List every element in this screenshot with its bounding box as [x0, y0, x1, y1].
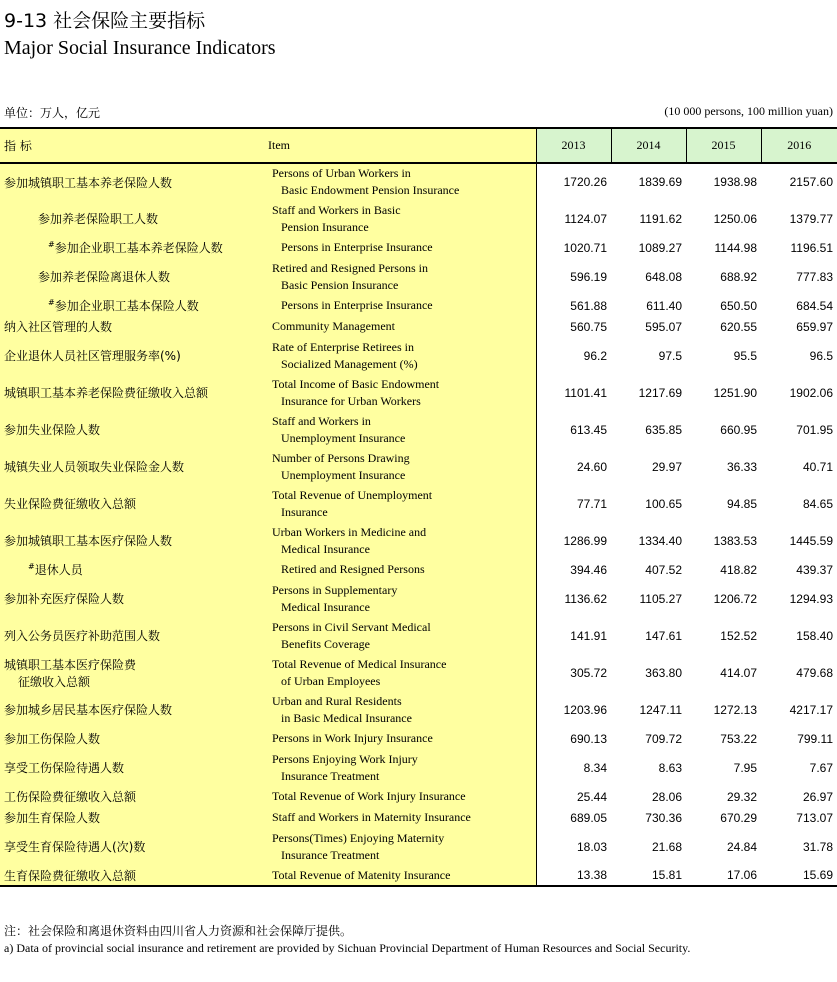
row-label-cn-text: 参加城镇职工基本养老保险人数	[4, 175, 173, 190]
row-value: 635.85	[645, 422, 682, 437]
row-label-en	[268, 828, 536, 865]
row-label-en	[268, 258, 536, 295]
header-year: 2016	[761, 128, 837, 163]
page-title-en: Major Social Insurance Indicators	[4, 37, 276, 59]
header-year: 2015	[686, 128, 761, 163]
row-value: 28.06	[651, 789, 682, 804]
row-value: 2157.60	[789, 175, 833, 189]
row-value: 713.07	[796, 810, 833, 825]
row-value: 753.22	[720, 731, 757, 746]
row-value: 730.36	[645, 810, 682, 825]
row-value: 363.80	[645, 665, 682, 680]
table-row	[0, 200, 837, 237]
row-label-cn-text: 城镇失业人员领取失业保险金人数	[4, 460, 185, 474]
row-value: 690.13	[536, 728, 611, 749]
row-value: 7.95	[733, 760, 757, 775]
row-label-cn-text: 城镇职工基本养老保险费征缴收入总额	[4, 386, 209, 400]
row-label-cn-text: 纳入社区管理的人数	[4, 320, 113, 334]
row-label-cn-text: 企业退休人员社区管理服务率(%)	[4, 349, 181, 363]
row-label-cn-text: 征缴收入总额	[18, 674, 91, 689]
row-label-en	[268, 865, 536, 886]
row-value: 17.06	[686, 865, 761, 886]
row-value: 1144.98	[714, 240, 757, 255]
row-label-en	[268, 316, 536, 337]
row-value: 15.81	[611, 865, 686, 886]
row-label-cn-text: 列入公务员医疗补助范围人数	[4, 629, 161, 643]
row-label-en-line: Total Revenue of Work Injury Insurance	[272, 789, 466, 803]
row-label-en	[268, 691, 536, 728]
row-label-cn-text: 享受工伤保险待遇人数	[4, 761, 125, 775]
row-value: 31.78	[802, 839, 833, 854]
row-value: 26.97	[802, 789, 833, 804]
row-value: 561.88	[536, 295, 611, 316]
row-label-en	[268, 807, 536, 828]
header-item-en: Item	[268, 128, 536, 163]
row-value: 24.60	[536, 448, 611, 485]
row-value: 1938.98	[713, 175, 757, 189]
row-value: 1105.27	[639, 591, 682, 606]
row-label-en-line: Benefits Coverage	[281, 636, 370, 651]
table-row	[0, 807, 837, 828]
row-label-cn	[0, 865, 268, 886]
row-label-en-line: Total Income of Basic Endowment	[272, 376, 440, 391]
row-value: 1136.62	[536, 580, 611, 617]
row-value: 596.19	[536, 258, 611, 295]
row-label-cn	[0, 786, 268, 807]
row-label-cn	[0, 691, 268, 728]
table-row	[0, 295, 837, 316]
table-row	[0, 617, 837, 654]
row-label-cn-text: 参加失业保险人数	[4, 423, 101, 437]
row-label-en-line: Retired and Resigned Persons	[281, 562, 425, 576]
row-label-cn	[0, 411, 268, 448]
row-value: 1272.13	[713, 702, 757, 717]
row-label-en	[268, 654, 536, 691]
row-label-cn	[0, 237, 268, 258]
row-value: 29.32	[726, 789, 757, 804]
footnote-en: a) Data of provincial social insurance and retirement are provided by Sichuan Provincial Department of Human Resources and Social Security.	[4, 941, 691, 955]
row-value: 305.72	[536, 654, 611, 691]
row-value: 1286.99	[536, 522, 611, 559]
row-label-en	[268, 200, 536, 237]
row-label-cn-text: 参加养老保险离退休人数	[38, 270, 171, 284]
row-label-en	[268, 749, 536, 786]
footnote-cn: 注：社会保险和离退休资料由四川省人力资源和社会保障厅提供。	[4, 924, 353, 938]
row-label-cn	[0, 522, 268, 559]
table-row	[0, 448, 837, 485]
row-label-en	[268, 163, 536, 200]
row-value: 1217.69	[638, 385, 682, 400]
row-label-en	[268, 617, 536, 654]
table-row	[0, 337, 837, 374]
row-value: 799.11	[797, 731, 833, 746]
row-value: 701.95	[796, 422, 833, 437]
row-value: 1020.71	[536, 237, 611, 258]
row-label-en-line: Persons Enjoying Work Injury	[272, 751, 418, 766]
row-value: 684.54	[796, 298, 833, 313]
row-label-en-line: Rate of Enterprise Retirees in	[272, 339, 414, 354]
row-label-cn-text: 参加企业职工基本养老保险人数	[54, 241, 223, 255]
row-label-en-line: Socialized Management (%)	[281, 356, 418, 371]
row-label-en-line: Basic Pension Insurance	[281, 277, 399, 292]
row-value: 1206.72	[713, 591, 757, 606]
row-label-cn	[0, 200, 268, 237]
row-value: 97.5	[658, 348, 682, 363]
row-label-en-line: Number of Persons Drawing	[272, 450, 410, 465]
row-label-cn	[0, 295, 268, 316]
header-item-cn: 指 标	[0, 128, 268, 163]
row-label-en-line: Persons in Supplementary	[272, 582, 398, 597]
row-value: 8.63	[658, 760, 682, 775]
row-value: 709.72	[645, 731, 682, 746]
row-label-cn-text: 城镇职工基本医疗保险费	[4, 657, 137, 672]
row-value: 560.75	[536, 316, 611, 337]
row-value: 660.95	[720, 422, 757, 437]
row-label-en-line: Insurance	[281, 504, 328, 519]
row-label-en-line: Pension Insurance	[281, 219, 369, 234]
row-value: 15.69	[761, 865, 837, 886]
row-value: 689.05	[536, 807, 611, 828]
table-row	[0, 749, 837, 786]
row-label-cn	[0, 580, 268, 617]
row-value: 394.46	[536, 559, 611, 580]
row-value: 1250.06	[713, 211, 757, 226]
row-value: 158.40	[796, 628, 833, 643]
row-label-en	[268, 337, 536, 374]
row-label-en-line: Community Management	[272, 319, 395, 333]
row-label-en-line: Persons in Enterprise Insurance	[281, 240, 433, 254]
row-value: 18.03	[536, 828, 611, 865]
row-value: 141.91	[536, 617, 611, 654]
row-mark: #	[48, 298, 55, 307]
unit-label-cn: 单位：万人，亿元	[4, 106, 101, 120]
row-label-cn-text: 参加工伤保险人数	[4, 732, 101, 746]
row-label-cn	[0, 559, 268, 580]
row-label-en-line: Staff and Workers in	[272, 413, 371, 428]
row-label-en	[268, 295, 536, 316]
row-label-cn	[0, 617, 268, 654]
row-value: 1383.53	[713, 533, 757, 548]
row-value: 21.68	[651, 839, 682, 854]
row-value: 611.40	[646, 298, 682, 313]
row-label-cn-text: 参加养老保险职工人数	[38, 212, 159, 226]
row-label-en-line: Total Revenue of Matenity Insurance	[272, 867, 451, 882]
row-value: 439.37	[796, 562, 833, 577]
row-value: 414.07	[720, 665, 757, 680]
row-value: 4217.17	[789, 702, 833, 717]
row-value: 479.68	[796, 665, 833, 680]
table-row	[0, 411, 837, 448]
table-row	[0, 316, 837, 337]
row-value: 84.65	[802, 496, 833, 511]
table-row	[0, 691, 837, 728]
row-label-en-line: in Basic Medical Insurance	[281, 710, 412, 725]
table-row	[0, 728, 837, 749]
row-label-cn	[0, 654, 268, 691]
table-body	[0, 163, 837, 886]
row-label-en	[268, 448, 536, 485]
row-label-en-line: Persons(Times) Enjoying Maternity	[272, 830, 445, 845]
row-label-cn-text: 享受生育保险待遇人(次)数	[4, 840, 146, 854]
unit-label-en: (10 000 persons, 100 million yuan)	[664, 104, 833, 118]
row-value: 1839.69	[638, 175, 682, 189]
row-label-en-line: Persons in Enterprise Insurance	[281, 298, 433, 312]
row-value: 96.2	[536, 337, 611, 374]
table-row	[0, 654, 837, 691]
row-label-cn	[0, 448, 268, 485]
row-label-en	[268, 411, 536, 448]
row-label-en-line: Unemployment Insurance	[281, 430, 406, 445]
row-value: 40.71	[802, 459, 833, 474]
table-row	[0, 522, 837, 559]
row-label-en-line: Retired and Resigned Persons in	[272, 260, 428, 275]
row-label-en-line: Insurance for Urban Workers	[281, 393, 421, 408]
row-label-cn	[0, 728, 268, 749]
table-row	[0, 865, 837, 886]
row-value: 1124.07	[536, 200, 611, 237]
row-label-en-line: of Urban Employees	[281, 673, 381, 688]
row-value: 25.44	[536, 786, 611, 807]
row-label-cn	[0, 163, 268, 200]
row-label-en-line: Persons in Civil Servant Medical	[272, 619, 431, 634]
row-value: 1101.41	[536, 374, 611, 411]
row-label-cn	[0, 337, 268, 374]
row-value: 36.33	[726, 459, 757, 474]
row-value: 147.61	[645, 628, 682, 643]
row-label-en-line: Medical Insurance	[281, 599, 370, 614]
row-value: 688.92	[720, 269, 757, 284]
row-label-en	[268, 237, 536, 258]
row-label-cn-text: 参加生育保险人数	[4, 811, 101, 825]
row-label-en-line: Insurance Treatment	[281, 768, 380, 783]
row-label-cn	[0, 258, 268, 295]
row-value: 613.45	[536, 411, 611, 448]
indicators-table	[0, 127, 837, 887]
row-label-en-line: Urban and Rural Residents	[272, 693, 402, 708]
row-label-en	[268, 559, 536, 580]
row-value: 777.83	[796, 269, 833, 284]
row-value: 1445.59	[789, 533, 833, 548]
row-label-cn-text: 退休人员	[34, 563, 83, 577]
row-value: 1196.51	[790, 240, 833, 255]
header-year: 2013	[536, 128, 611, 163]
row-value: 648.08	[645, 269, 682, 284]
row-label-en	[268, 374, 536, 411]
table-row	[0, 258, 837, 295]
row-label-cn	[0, 374, 268, 411]
row-value: 1902.06	[789, 385, 833, 400]
row-label-cn-text: 生育保险费征缴收入总额	[4, 868, 137, 883]
row-label-en	[268, 522, 536, 559]
row-value: 620.55	[720, 319, 757, 334]
row-value: 1247.11	[639, 702, 682, 717]
table-row	[0, 786, 837, 807]
row-label-en-line: Unemployment Insurance	[281, 467, 406, 482]
table-row	[0, 374, 837, 411]
row-value: 95.5	[733, 348, 757, 363]
row-label-cn	[0, 749, 268, 786]
row-label-en	[268, 485, 536, 522]
row-value: 100.65	[645, 496, 682, 511]
row-value: 407.52	[645, 562, 682, 577]
indicators-table-container	[0, 127, 837, 897]
row-label-en-line: Total Revenue of Medical Insurance	[272, 656, 447, 671]
table-row	[0, 163, 837, 200]
row-value: 1203.96	[536, 691, 611, 728]
table-row	[0, 828, 837, 865]
row-label-cn	[0, 485, 268, 522]
row-label-cn-text: 参加企业职工基本保险人数	[54, 299, 199, 313]
row-label-en	[268, 786, 536, 807]
row-label-cn-text: 参加城乡居民基本医疗保险人数	[4, 703, 173, 717]
row-value: 24.84	[726, 839, 757, 854]
row-label-en-line: Persons of Urban Workers in	[272, 166, 411, 180]
row-value: 418.82	[720, 562, 757, 577]
row-label-en-line: Urban Workers in Medicine and	[272, 524, 427, 539]
row-value: 595.07	[645, 319, 682, 334]
row-label-cn-text: 参加补充医疗保险人数	[4, 592, 125, 606]
row-label-en-line: Basic Endowment Pension Insurance	[281, 183, 460, 197]
row-label-en	[268, 580, 536, 617]
row-mark: #	[48, 240, 55, 249]
row-value: 94.85	[726, 496, 757, 511]
header-year: 2014	[611, 128, 686, 163]
row-value: 152.52	[720, 628, 757, 643]
row-value: 77.71	[536, 485, 611, 522]
table-row	[0, 485, 837, 522]
row-value: 1720.26	[536, 163, 611, 200]
row-value: 1334.40	[638, 533, 682, 548]
row-value: 1251.90	[713, 385, 757, 400]
row-value: 1191.62	[639, 211, 682, 226]
page-title-cn: 9-13 社会保险主要指标	[4, 10, 206, 32]
row-label-cn-text: 参加城镇职工基本医疗保险人数	[4, 534, 173, 548]
row-label-cn	[0, 316, 268, 337]
row-value: 1379.77	[789, 211, 833, 226]
row-label-cn-text: 工伤保险费征缴收入总额	[4, 790, 137, 804]
row-mark: #	[28, 562, 35, 571]
row-value: 13.38	[536, 865, 611, 886]
row-label-en-line: Staff and Workers in Maternity Insurance	[272, 810, 471, 824]
row-value: 659.97	[796, 319, 833, 334]
row-label-cn	[0, 828, 268, 865]
table-row	[0, 580, 837, 617]
table-header-row	[0, 128, 837, 163]
row-label-cn	[0, 807, 268, 828]
row-value: 96.5	[809, 348, 833, 363]
row-value: 1089.27	[638, 240, 682, 255]
row-label-cn-text: 失业保险费征缴收入总额	[4, 497, 137, 511]
row-value: 1294.93	[789, 591, 833, 606]
row-value: 29.97	[651, 459, 682, 474]
row-label-en-line: Total Revenue of Unemployment	[272, 487, 433, 502]
row-label-en-line: Insurance Treatment	[281, 847, 380, 862]
row-value: 7.67	[809, 760, 833, 775]
row-label-en	[268, 728, 536, 749]
table-row	[0, 237, 837, 258]
row-value: 8.34	[536, 749, 611, 786]
table-row	[0, 559, 837, 580]
row-label-en-line: Persons in Work Injury Insurance	[272, 731, 433, 745]
row-label-en-line: Staff and Workers in Basic	[272, 202, 401, 217]
row-label-en-line: Medical Insurance	[281, 541, 370, 556]
row-value: 670.29	[720, 810, 757, 825]
row-value: 650.50	[720, 298, 757, 313]
